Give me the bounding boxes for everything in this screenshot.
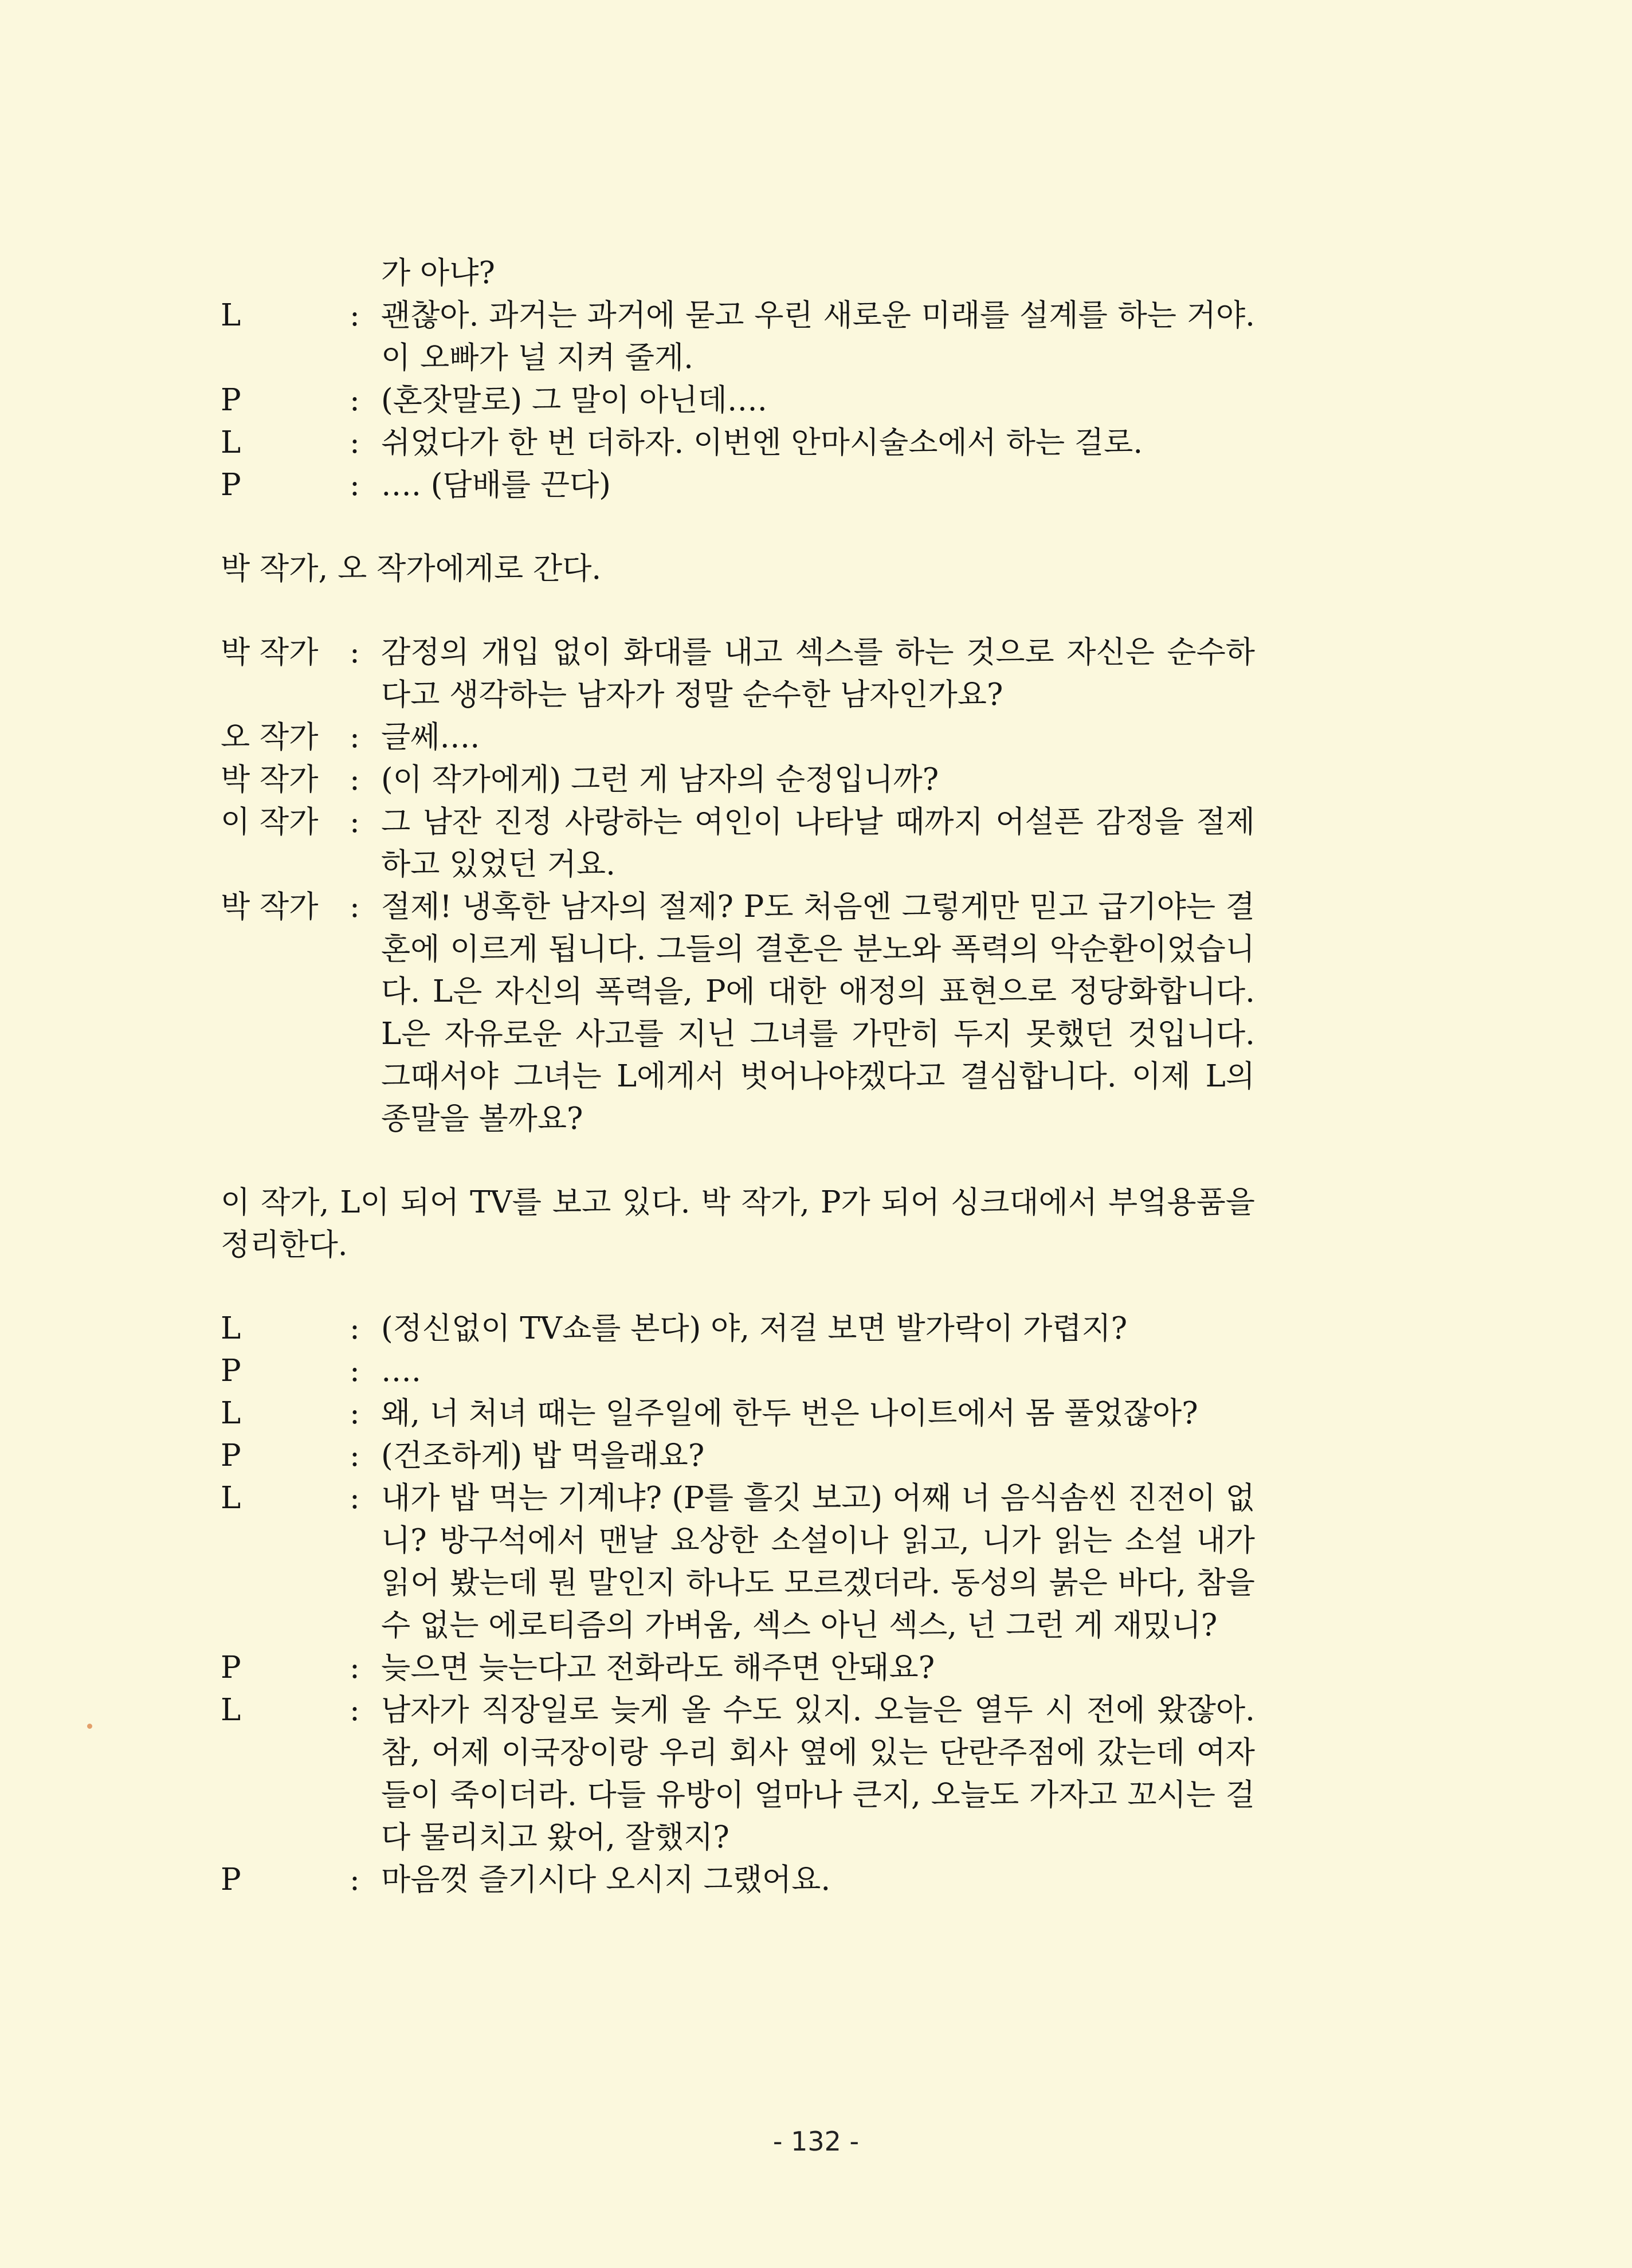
speaker-label: P (221, 1862, 241, 1897)
stage-direction: 박 작가, 오 작가에게로 간다. (221, 551, 602, 586)
colon: : (350, 889, 360, 924)
colon: : (350, 1862, 360, 1897)
dialogue-text: 가 아냐? (381, 256, 495, 291)
dialogue-line (221, 631, 1255, 716)
dialogue-text: 그 남잔 진정 사랑하는 여인이 나타날 때까지 어설픈 감정을 절제하고 있었던 거요. (381, 805, 1255, 882)
stage-direction: 이 작가, L이 되어 TV를 보고 있다. 박 작가, P가 되어 싱크대에서 부엌용품을 정리한다. (221, 1185, 1255, 1262)
speaker-label: 박 작가 (221, 889, 319, 924)
dialogue-line (221, 252, 1255, 295)
dialogue-text: 마음껏 즐기시다 오시지 그랬어요. (381, 1862, 831, 1897)
dialogue-line (221, 295, 1255, 379)
speaker-label: L (221, 1311, 241, 1346)
colon: : (350, 762, 360, 797)
colon: : (350, 1693, 360, 1728)
dialogue-line (221, 1647, 1255, 1689)
colon: : (350, 1481, 360, 1516)
dialogue-line (221, 464, 1255, 507)
colon: : (350, 1438, 360, 1473)
dialogue-line (221, 1859, 1255, 1901)
dialogue-line (221, 759, 1255, 801)
dialogue-line (221, 801, 1255, 886)
dialogue-text: 남자가 직장일로 늦게 올 수도 있지. 오늘은 열두 시 전에 왔잖아. 참, 어제 이국장이랑 우리 회사 옆에 있는 단란주점에 갔는데 여자들이 죽이더라. 다들 유방이 얼마나 큰지, 오늘도 가자고 꼬시는 걸 다 물리치고 왔어, 잘했지? (381, 1693, 1255, 1855)
script-body (221, 252, 1255, 1901)
colon: : (350, 1311, 360, 1346)
dialogue-text: 쉬었다가 한 번 더하자. 이번엔 안마시술소에서 하는 걸로. (381, 425, 1143, 460)
page-number: - 132 - (772, 2126, 860, 2157)
dialogue-line (221, 716, 1255, 759)
colon: : (350, 720, 360, 755)
colon: : (350, 1353, 360, 1388)
colon: : (350, 298, 360, 333)
dialogue-text: 왜, 너 처녀 때는 일주일에 한두 번은 나이트에서 몸 풀었잖아? (381, 1396, 1198, 1431)
dialogue-line (221, 1477, 1255, 1647)
dialogue-line (221, 379, 1255, 422)
dialogue-text: …. (담배를 끈다) (381, 468, 611, 503)
dialogue-text: 감정의 개입 없이 화대를 내고 섹스를 하는 것으로 자신은 순수하다고 생각하는 남자가 정말 순수한 남자인가요? (381, 635, 1255, 712)
speaker-label: P (221, 1438, 241, 1473)
dialogue-line (221, 1350, 1255, 1392)
speaker-label: P (221, 1650, 241, 1685)
speaker-label: L (221, 298, 241, 333)
colon: : (350, 1396, 360, 1431)
dialogue-line (221, 1392, 1255, 1435)
speaker-label: 박 작가 (221, 635, 319, 670)
speaker-label: 이 작가 (221, 805, 319, 839)
speaker-label: L (221, 425, 241, 460)
speaker-label: L (221, 1481, 241, 1516)
dialogue-text: 늦으면 늦는다고 전화라도 해주면 안돼요? (381, 1650, 935, 1685)
dialogue-line (221, 1435, 1255, 1477)
dialogue-text: …. (381, 1353, 421, 1388)
colon: : (350, 468, 360, 503)
colon: : (350, 425, 360, 460)
dialogue-line (221, 1689, 1255, 1859)
speaker-label: L (221, 1693, 241, 1728)
dialogue-text: (정신없이 TV쇼를 본다) 야, 저걸 보면 발가락이 가렵지? (381, 1311, 1128, 1346)
speaker-label: 박 작가 (221, 762, 319, 797)
speaker-label: 오 작가 (221, 720, 319, 755)
dialogue-text: 글쎄…. (381, 720, 480, 755)
speaker-label: P (221, 1353, 241, 1388)
dialogue-line (221, 422, 1255, 464)
dialogue-text: (이 작가에게) 그런 게 남자의 순정입니까? (381, 762, 939, 797)
speaker-label: P (221, 383, 241, 418)
dialogue-line (221, 886, 1255, 1140)
dialogue-text: (건조하게) 밥 먹을래요? (381, 1438, 705, 1473)
colon: : (350, 635, 360, 670)
dialogue-text: 내가 밥 먹는 기계냐? (P를 흘깃 보고) 어째 너 음식솜씬 진전이 없니? 방구석에서 맨날 요상한 소설이나 읽고, 니가 읽는 소설 내가 읽어 봤는데 뭔 말인지 하나도 모르겠더라. 동성의 붉은 바다, 참을 수 없는 에로티즘의 가벼움, 섹스 아닌 섹스, 넌 그런 게 재밌니? (381, 1481, 1255, 1643)
colon: : (350, 1650, 360, 1685)
dialogue-line (221, 1308, 1255, 1350)
dialogue-text: 괜찮아. 과거는 과거에 묻고 우린 새로운 미래를 설계를 하는 거야. 이 오빠가 널 지켜 줄게. (381, 298, 1255, 375)
speaker-label: P (221, 468, 241, 503)
dialogue-text: 절제! 냉혹한 남자의 절제? P도 처음엔 그렇게만 믿고 급기야는 결혼에 이르게 됩니다. 그들의 결혼은 분노와 폭력의 악순환이었습니다. L은 자신의 폭력을, P에 대한 애정의 표현으로 정당화합니다. L은 자유로운 사고를 지닌 그녀를 가만히 두지 못했던 것입니다. 그때서야 그녀는 L에게서 벗어나야겠다고 결심합니다. 이제 L의 종말을 볼까요? (381, 889, 1255, 1136)
print-speck (87, 1724, 92, 1729)
colon: : (350, 383, 360, 418)
colon: : (350, 805, 360, 839)
dialogue-text: (혼잣말로) 그 말이 아닌데…. (381, 383, 767, 418)
speaker-label: L (221, 1396, 241, 1431)
